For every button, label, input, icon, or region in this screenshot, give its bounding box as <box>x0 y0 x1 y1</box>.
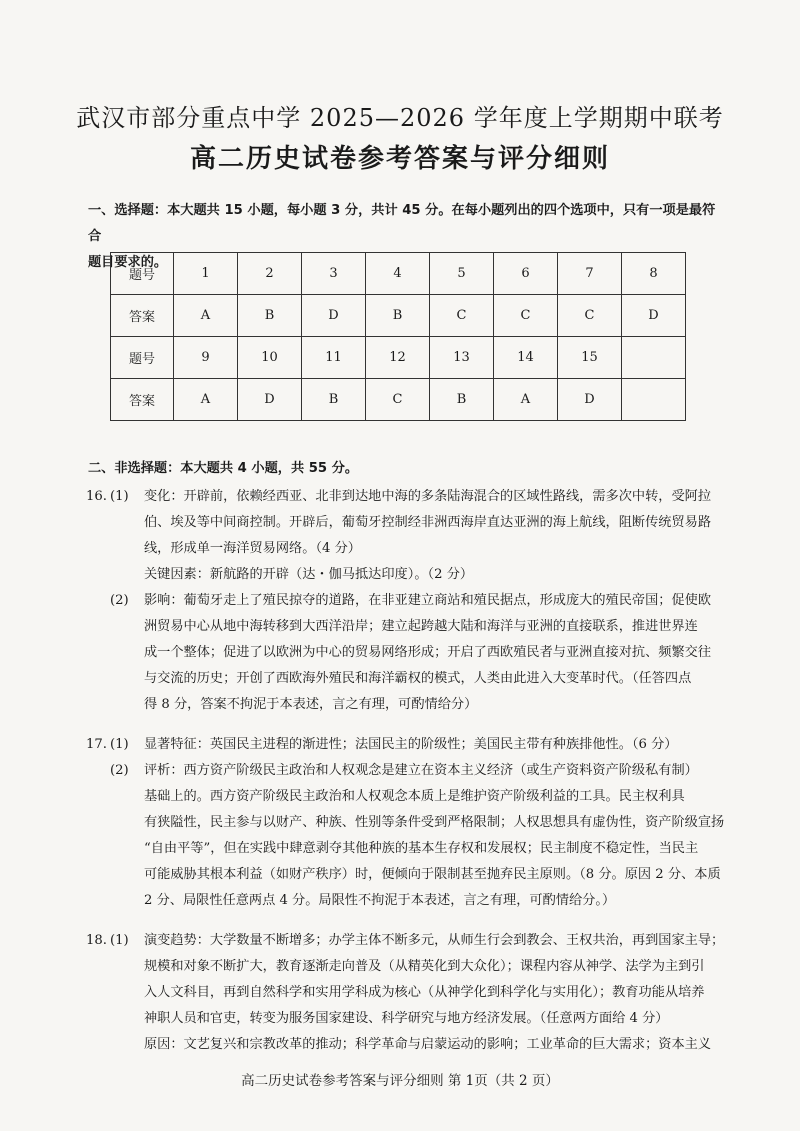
answer-line: 基础上的。西方资产阶级民主政治和人权观念本质上是维护资产阶级利益的工具。民主权利具 <box>144 789 685 804</box>
table-row <box>111 379 686 421</box>
section1-heading-line1: 一、选择题：本大题共 15 小题，每小题 3 分，共计 45 分。在每小题列出的四个选项中，只有一项是最符合 <box>88 203 716 244</box>
table-cell: 7 <box>558 253 622 295</box>
answer-line: 关键因素：新航路的开辟（达・伽马抵达印度）。（2 分） <box>144 567 474 582</box>
answer-line: 可能威胁其根本利益（如财产秩序）时，便倾向于限制甚至抛弃民主原则。（8 分。原因 2 分、本质 <box>144 867 721 882</box>
part-label: (2) <box>110 593 129 608</box>
question-16-part2 <box>88 588 736 718</box>
question-18-part1 <box>88 928 736 1058</box>
question-number: 18. <box>86 933 107 948</box>
answer-line: 线，形成单一海洋贸易网络。（4 分） <box>144 541 361 556</box>
answer-line: 伯、埃及等中间商控制。开辟后，葡萄牙控制经非洲西海岸直达亚洲的海上航线，阻断传统贸易路 <box>144 515 712 530</box>
answer-table <box>110 252 686 421</box>
answer-line: “自由平等”，但在实践中肆意剥夺其他种族的基本生存权和发展权；民主制度不稳定性，当民主 <box>144 841 699 856</box>
answer-line: 得 8 分，答案不拘泥于本表述，言之有理，可酌情给分） <box>144 697 478 712</box>
exam-title: 武汉市部分重点中学 2025—2026 学年度上学期期中联考 <box>76 104 724 132</box>
question-18 <box>88 928 736 1058</box>
part-2 <box>104 758 736 914</box>
table-cell: 15 <box>558 337 622 379</box>
part-1 <box>104 732 736 758</box>
page-footer: 高二历史试卷参考答案与评分细则 第 1页（共 2 页） <box>241 1073 559 1089</box>
table-cell: B <box>430 379 494 421</box>
table-row <box>111 253 686 295</box>
table-row <box>111 295 686 337</box>
answer-line: 变化：开辟前，依赖经西亚、北非到达地中海的多条陆海混合的区域性路线，需多次中转，受阿拉 <box>144 489 712 504</box>
table-cell: 10 <box>238 337 302 379</box>
part-1 <box>104 484 736 588</box>
table-cell: B <box>366 295 430 337</box>
table-cell: C <box>366 379 430 421</box>
question-16-part1 <box>88 484 736 588</box>
table-cell: 12 <box>366 337 430 379</box>
answer-line: 入人文科目，再到自然科学和实用学科成为核心（从神学化到科学化与实用化）；教育功能从培养 <box>144 985 705 1000</box>
table-cell: 1 <box>174 253 238 295</box>
part-label: (1) <box>110 489 129 504</box>
answer-line: 显著特征：英国民主进程的渐进性；法国民主的阶级性；美国民主带有种族排他性。（6 分） <box>144 737 678 752</box>
table-cell: A <box>174 295 238 337</box>
table-cell <box>622 337 686 379</box>
question-17-part2 <box>88 758 736 914</box>
answer-line: 成一个整体；促进了以欧洲为中心的贸易网络形成；开启了西欧殖民者与亚洲直接对抗、频繁交往 <box>144 645 712 660</box>
table-cell <box>622 379 686 421</box>
part-label: (1) <box>110 933 129 948</box>
part-2 <box>104 588 736 718</box>
table-cell: A <box>174 379 238 421</box>
answer-line: 评析：西方资产阶级民主政治和人权观念是建立在资本主义经济（或生产资料资产阶级私有制） <box>144 763 698 778</box>
answer-lines <box>144 928 736 1058</box>
answer-lines <box>144 484 736 588</box>
table-row-header: 答案 <box>111 295 174 337</box>
answer-line: 原因：文艺复兴和宗教改革的推动；科学革命与启蒙运动的影响；工业革命的巨大需求；资本主义 <box>144 1037 712 1052</box>
table-row-header: 题号 <box>111 337 174 379</box>
table-row <box>111 337 686 379</box>
table-cell: 4 <box>366 253 430 295</box>
answer-line: 有狭隘性，民主参与以财产、种族、性别等条件受到严格限制；人权思想具有虚伪性，资产阶级宣扬 <box>144 815 725 830</box>
table-cell: 14 <box>494 337 558 379</box>
question-16 <box>88 484 736 718</box>
answer-line: 神职人员和官吏，转变为服务国家建设、科学研究与地方经济发展。（任意两方面给 4 分） <box>144 1011 669 1026</box>
table-cell: 11 <box>302 337 366 379</box>
part-label: (2) <box>110 763 129 778</box>
table-cell: A <box>494 379 558 421</box>
table-cell: C <box>430 295 494 337</box>
table-cell: 6 <box>494 253 558 295</box>
section2-heading: 二、非选择题：本大题共 4 小题，共 55 分。 <box>88 461 359 476</box>
table-cell: B <box>238 295 302 337</box>
table-cell: D <box>558 379 622 421</box>
table-cell: D <box>302 295 366 337</box>
answer-line: 洲贸易中心从地中海转移到大西洋沿岸；建立起跨越大陆和海洋与亚洲的直接联系，推进世界连 <box>144 619 698 634</box>
part-label: (1) <box>110 737 129 752</box>
answer-lines <box>144 588 736 718</box>
table-cell: 5 <box>430 253 494 295</box>
table-cell: D <box>238 379 302 421</box>
answer-lines <box>144 758 736 914</box>
answer-lines <box>144 732 736 758</box>
table-cell: 9 <box>174 337 238 379</box>
table-cell: 2 <box>238 253 302 295</box>
answer-line: 规模和对象不断扩大，教育逐渐走向普及（从精英化到大众化）；课程内容从神学、法学为主到引 <box>144 959 705 974</box>
table-cell: B <box>302 379 366 421</box>
table-cell: 3 <box>302 253 366 295</box>
question-number: 16. <box>86 489 107 504</box>
answer-line: 与交流的历史；开创了西欧海外殖民和海洋霸权的模式，人类由此进入大变革时代。（任答四点 <box>144 671 692 686</box>
question-number: 17. <box>86 737 107 752</box>
table-cell: 13 <box>430 337 494 379</box>
document-title: 高二历史试卷参考答案与评分细则 <box>189 144 610 174</box>
answer-table-body <box>111 253 686 421</box>
table-row-header: 题号 <box>111 253 174 295</box>
answer-line: 2 分、局限性任意两点 4 分。局限性不拘泥于本表述，言之有理，可酌情给分。） <box>144 893 616 908</box>
table-cell: D <box>622 295 686 337</box>
question-17 <box>88 732 736 914</box>
question-17-part1 <box>88 732 736 758</box>
table-cell: C <box>558 295 622 337</box>
answer-line: 影响：葡萄牙走上了殖民掠夺的道路，在非亚建立商站和殖民据点，形成庞大的殖民帝国；促使欧 <box>144 593 712 608</box>
answer-line: 演变趋势：大学数量不断增多；办学主体不断多元，从师生行会到教会、王权共治，再到国家主导； <box>144 933 725 948</box>
table-cell: C <box>494 295 558 337</box>
table-cell: 8 <box>622 253 686 295</box>
section1-heading-line2: 题目要求的。 <box>88 255 168 270</box>
part-1 <box>104 928 736 1058</box>
table-row-header: 答案 <box>111 379 174 421</box>
